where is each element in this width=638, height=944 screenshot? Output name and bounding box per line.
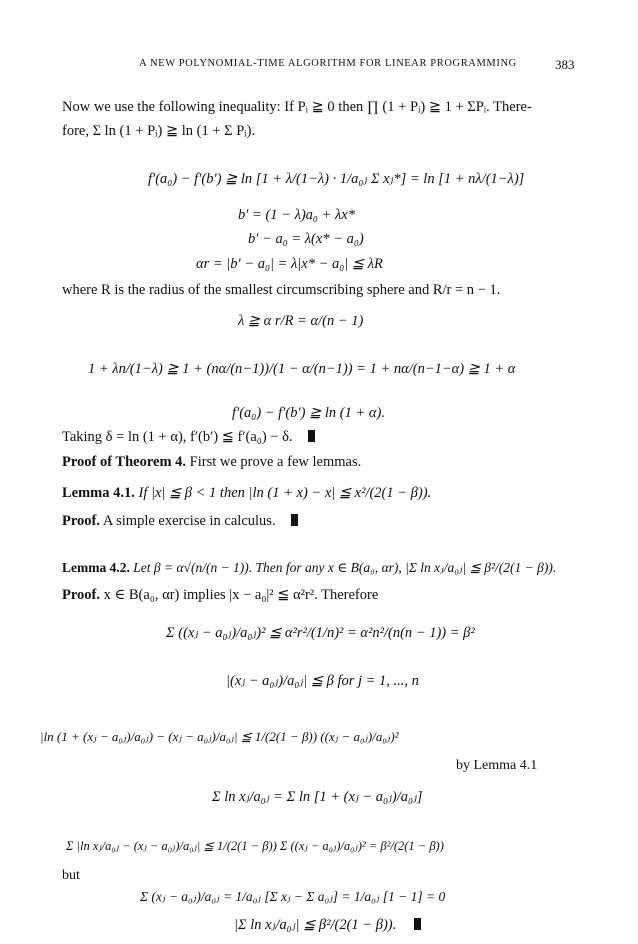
qed-symbol bbox=[308, 430, 315, 442]
equation-12: Σ |ln xⱼ/a₀ⱼ − (xⱼ − a₀ⱼ)/a₀ⱼ| ≦ 1/(2(1 − β)) Σ ((xⱼ − a₀ⱼ)/a₀ⱼ)² = β²/(2(1 − β)) bbox=[66, 839, 444, 853]
equation-10: |ln (1 + (xⱼ − a₀ⱼ)/a₀ⱼ) − (xⱼ − a₀ⱼ)/a₀ⱼ| ≦ 1/(2(1 − β)) ((xⱼ − a₀ⱼ)/a₀ⱼ)² bbox=[40, 729, 399, 744]
proof-theorem-4-label: Proof of Theorem 4. bbox=[62, 454, 187, 470]
taking-text: Taking δ = ln (1 + α), f′(b′) ≦ f′(a₀) − δ. bbox=[62, 429, 293, 445]
but-label: but bbox=[62, 868, 80, 883]
lemma-4-1-label: Lemma 4.1. bbox=[62, 485, 135, 501]
page-header bbox=[0, 58, 638, 78]
lemma-4-1-text: If |x| ≦ β < 1 then |ln (1 + x) − x| ≦ x²/(2(1 − β)). bbox=[134, 485, 432, 501]
equation-11: Σ ln xⱼ/a₀ⱼ = Σ ln [1 + (xⱼ − a₀ⱼ)/a₀ⱼ] bbox=[212, 789, 423, 805]
lemma-4-1-line bbox=[62, 486, 431, 501]
taking-line bbox=[62, 430, 315, 445]
proof-label: Proof. bbox=[62, 587, 100, 603]
proof-4-1-text: A simple exercise in calculus. bbox=[100, 513, 276, 529]
intro-line-1: Now we use the following inequality: If Pᵢ ≧ 0 then ∏ (1 + Pᵢ) ≧ 1 + ΣPᵢ. There- bbox=[62, 99, 532, 115]
running-title: A NEW POLYNOMIAL-TIME ALGORITHM FOR LINEAR PROGRAMMING bbox=[139, 58, 517, 69]
equation-1: f′(a₀) − f′(b′) ≧ ln [1 + λ/(1−λ) · 1/a₀ⱼ Σ xⱼ*] = ln [1 + nλ/(1−λ)] bbox=[148, 171, 525, 187]
equation-14: |Σ ln xⱼ/a₀ⱼ| ≦ β²/(2(1 − β)). bbox=[234, 917, 397, 933]
lemma-4-2-label: Lemma 4.2. bbox=[62, 560, 130, 575]
proof-4-1-line bbox=[62, 514, 298, 529]
by-lemma-label: by Lemma 4.1 bbox=[456, 758, 538, 773]
equation-14-line bbox=[234, 918, 421, 933]
qed-symbol bbox=[291, 514, 298, 526]
equation-2: b′ = (1 − λ)a₀ + λx* bbox=[238, 207, 355, 223]
where-line: where R is the radius of the smallest circumscribing sphere and R/r = n − 1. bbox=[62, 282, 501, 298]
intro-line-2: fore, Σ ln (1 + Pᵢ) ≧ ln (1 + Σ Pᵢ). bbox=[62, 123, 256, 139]
proof-theorem-4-line bbox=[62, 455, 361, 470]
lemma-4-2-line bbox=[62, 561, 556, 575]
proof-4-2-text: x ∈ B(a₀, αr) implies |x − a₀|² ≦ α²r². Therefore bbox=[100, 587, 379, 603]
page-number: 383 bbox=[555, 57, 575, 72]
equation-3: b′ − a₀ = λ(x* − a₀) bbox=[248, 231, 364, 247]
equation-7: f′(a₀) − f′(b′) ≧ ln (1 + α). bbox=[232, 405, 385, 421]
equation-8: Σ ((xⱼ − a₀ⱼ)/a₀ⱼ)² ≦ α²r²/(1/n)² = α²n²/(n(n − 1)) = β² bbox=[166, 625, 475, 641]
equation-4: αr = |b′ − a₀| = λ|x* − a₀| ≦ λR bbox=[196, 256, 383, 272]
lemma-4-2-text: Let β = α√(n/(n − 1)). Then for any x ∈ B(a₀, αr), |Σ ln xⱼ/a₀ⱼ| ≦ β²/(2(1 − β)). bbox=[129, 560, 557, 575]
equation-6: 1 + λn/(1−λ) ≧ 1 + (nα/(n−1))/(1 − α/(n−1)) = 1 + nα/(n−1−α) ≧ 1 + α bbox=[88, 361, 516, 377]
proof-label: Proof. bbox=[62, 513, 100, 529]
equation-9: |(xⱼ − a₀ⱼ)/a₀ⱼ| ≦ β for j = 1, ..., n bbox=[226, 673, 419, 689]
equation-13: Σ (xⱼ − a₀ⱼ)/a₀ⱼ = 1/a₀ⱼ [Σ xⱼ − Σ a₀ⱼ] = 1/a₀ⱼ [1 − 1] = 0 bbox=[140, 889, 446, 904]
qed-symbol bbox=[414, 918, 421, 930]
proof-theorem-4-text: First we prove a few lemmas. bbox=[186, 454, 362, 470]
equation-5: λ ≧ α r/R = α/(n − 1) bbox=[238, 313, 364, 329]
proof-4-2-line bbox=[62, 588, 378, 603]
